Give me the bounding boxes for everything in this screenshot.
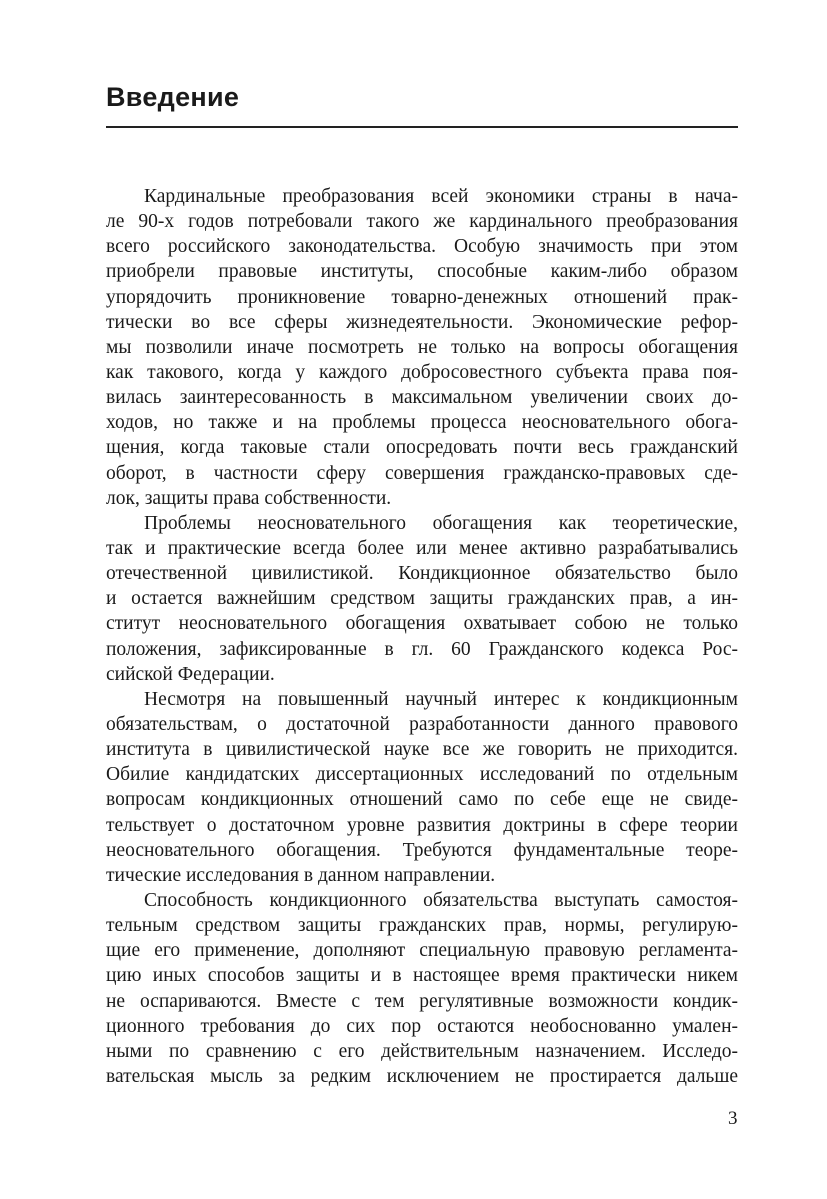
text-line: тельным средством защиты гражданских прав, нормы, регулирую- (106, 915, 738, 937)
text-line: упорядочить проникновение товарно-денежных отношений прак- (106, 286, 738, 308)
text-line: обязательствам, о достаточной разработанности данного правового (106, 713, 738, 735)
text-line: института в цивилистической науке все же говорить не приходится. (106, 739, 738, 761)
text-line: ле 90-х годов потребовали такого же кардинального преобразования (106, 211, 738, 233)
text-line: Проблемы неосновательного обогащения как теоретические, (144, 512, 738, 534)
text-line: не оспариваются. Вместе с тем регулятивные возможности кондик- (106, 990, 738, 1012)
heading-rule (106, 126, 738, 128)
text-line: лок, защиты права собственности. (106, 487, 392, 509)
text-line: мы позволили иначе посмотреть не только на вопросы обогащения (106, 336, 738, 358)
text-line: как такового, когда у каждого добросовестного субъекта права поя- (106, 361, 738, 383)
text-line: ционного требования до сих пор остаются необоснованно умален- (106, 1015, 738, 1037)
text-line: щие его применение, дополняют специальную правовую регламента- (106, 940, 738, 962)
text-line: ходов, но также и на проблемы процесса неосновательного обога- (106, 412, 738, 434)
page-title: Введение (106, 82, 240, 112)
text-line: ститут неосновательного обогащения охватывает собою не только (106, 613, 738, 635)
body-text (106, 184, 738, 1089)
text-line: ными по сравнению с его действительным назначением. Исследо- (106, 1040, 738, 1062)
text-line: так и практические всегда более или менее активно разрабатывались (106, 537, 738, 559)
text-line: вопросам кондикционных отношений само по себе еще не свиде- (106, 789, 738, 811)
text-line: Обилие кандидатских диссертационных исследований по отдельным (106, 764, 738, 786)
text-line: тические исследования в данном направлении. (106, 864, 496, 886)
text-line: оборот, в частности сферу совершения гражданско-правовых сде- (106, 462, 738, 484)
text-line: тически во все сферы жизнедеятельности. Экономические рефор- (106, 311, 738, 333)
text-line: неосновательного обогащения. Требуются фундаментальные теоре- (106, 839, 738, 861)
text-line: Кардинальные преобразования всей экономики страны в нача- (144, 186, 738, 207)
text-line: щения, когда таковые стали опосредовать почти весь гражданский (106, 437, 738, 459)
text-line: и остается важнейшим средством защиты гражданских прав, а ин- (106, 588, 738, 610)
text-line: Несмотря на повышенный научный интерес к кондикционным (144, 688, 738, 710)
paragraph (106, 511, 738, 687)
text-line: отечественной цивилистикой. Кондикционное обязательство было (106, 563, 738, 585)
text-line: приобрели правовые институты, способные каким-либо образом (106, 261, 738, 283)
text-line: Способность кондикционного обязательства выступать самостоя- (144, 889, 738, 911)
paragraph (106, 888, 738, 1089)
text-line: всего российского законодательства. Особую значимость при этом (106, 236, 738, 258)
page-number: 3 (728, 1108, 738, 1129)
text-line: вилась заинтересованность в максимальном увеличении своих до- (106, 387, 738, 409)
text-line: цию иных способов защиты и в настоящее время практически никем (106, 965, 738, 987)
text-line: положения, зафиксированные в гл. 60 Гражданского кодекса Рос- (106, 638, 738, 660)
text-line: тельствует о достаточном уровне развития доктрины в сфере теории (106, 814, 738, 836)
text-line: вательская мысль за редким исключением не простирается дальше (106, 1065, 738, 1087)
paragraph (106, 184, 738, 511)
text-line: сийской Федерации. (106, 663, 275, 685)
paragraph (106, 687, 738, 888)
